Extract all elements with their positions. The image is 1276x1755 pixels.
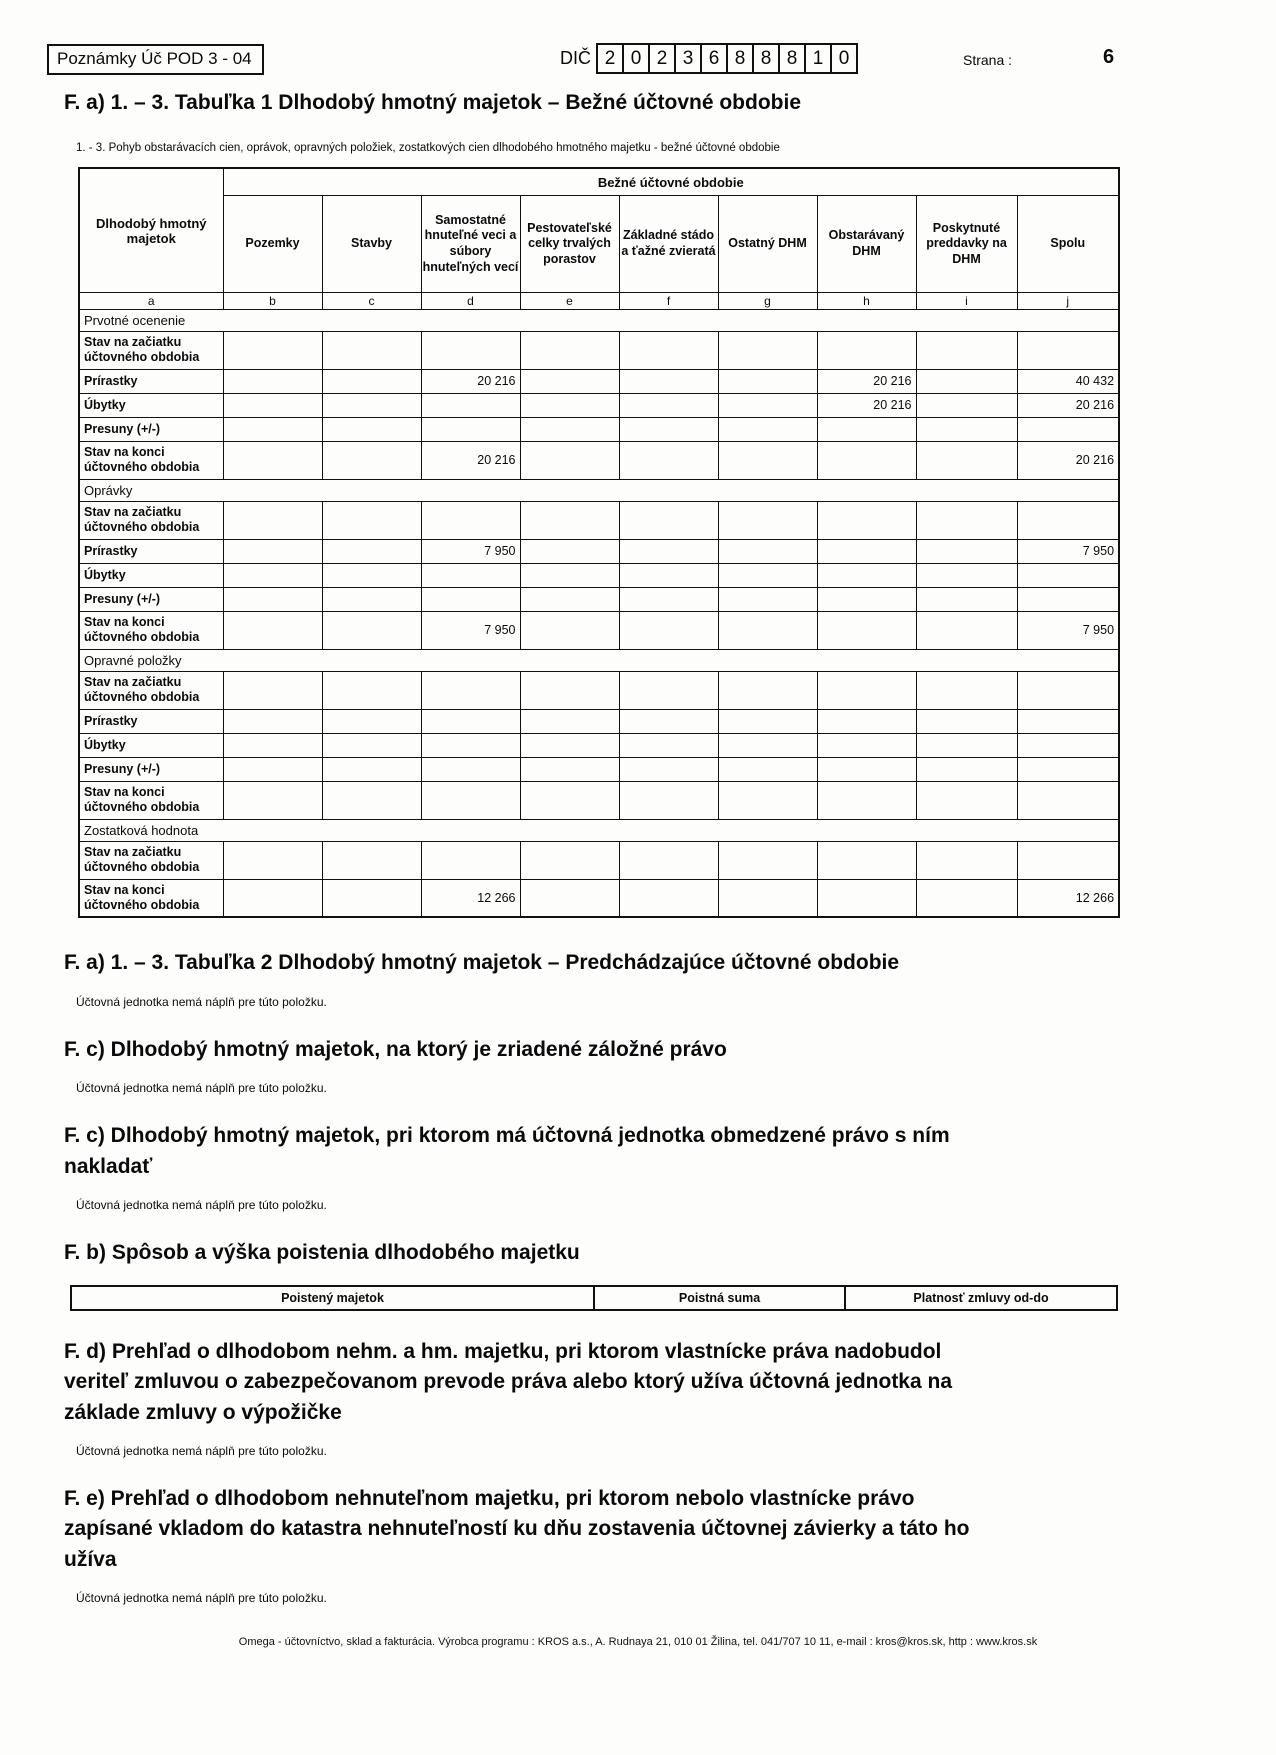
value-cell xyxy=(817,501,916,539)
row-label: Prírastky xyxy=(79,369,223,393)
column-header: Stavby xyxy=(322,195,421,292)
value-cell xyxy=(718,393,817,417)
empty-note: Účtovná jednotka nemá náplň pre túto položku. xyxy=(76,1443,327,1458)
value-cell xyxy=(1017,563,1119,587)
value-cell xyxy=(1017,331,1119,369)
value-cell xyxy=(223,417,322,441)
value-cell xyxy=(421,671,520,709)
section-band-label: Prvotné ocenenie xyxy=(79,309,1119,331)
value-cell xyxy=(520,781,619,819)
table-row xyxy=(79,781,1119,819)
column-letter-row xyxy=(79,292,1119,309)
value-cell xyxy=(223,733,322,757)
value-cell xyxy=(619,733,718,757)
value-cell xyxy=(817,417,916,441)
value-cell xyxy=(520,393,619,417)
value-cell xyxy=(322,393,421,417)
value-cell xyxy=(619,501,718,539)
table-corner-header: Dlhodobý hmotný majetok xyxy=(79,168,223,292)
row-label: Prírastky xyxy=(79,539,223,563)
value-cell xyxy=(322,369,421,393)
column-letter: a xyxy=(79,292,223,309)
value-cell xyxy=(421,393,520,417)
insurance-column-header: Platnosť zmluvy od-do xyxy=(845,1286,1117,1310)
value-cell xyxy=(817,781,916,819)
column-letter: c xyxy=(322,292,421,309)
value-cell xyxy=(817,441,916,479)
table-row xyxy=(79,587,1119,611)
value-cell: 20 216 xyxy=(1017,393,1119,417)
content xyxy=(64,88,1149,1605)
value-cell xyxy=(322,539,421,563)
section-band-label: Oprávky xyxy=(79,479,1119,501)
value-cell xyxy=(223,781,322,819)
value-cell xyxy=(718,441,817,479)
value-cell xyxy=(520,879,619,917)
main-table-head-rows xyxy=(79,168,1119,309)
value-cell xyxy=(520,671,619,709)
value-cell xyxy=(916,441,1017,479)
value-cell: 20 216 xyxy=(1017,441,1119,479)
value-cell xyxy=(223,611,322,649)
value-cell xyxy=(718,611,817,649)
value-cell xyxy=(916,501,1017,539)
value-cell xyxy=(223,757,322,781)
value-cell: 40 432 xyxy=(1017,369,1119,393)
value-cell xyxy=(619,441,718,479)
value-cell xyxy=(619,671,718,709)
asset-movement-table xyxy=(78,167,1120,918)
value-cell xyxy=(619,563,718,587)
value-cell xyxy=(619,709,718,733)
column-header: Obstarávaný DHM xyxy=(817,195,916,292)
value-cell xyxy=(916,331,1017,369)
value-cell xyxy=(619,781,718,819)
form-code: Poznámky Úč POD 3 - 04 xyxy=(57,49,252,68)
value-cell xyxy=(421,587,520,611)
column-letter: f xyxy=(619,292,718,309)
table-row xyxy=(79,441,1119,479)
row-label: Stav na začiatku účtovného obdobia xyxy=(79,501,223,539)
section-title-fd: F. d) Prehľad o dlhodobom nehm. a hm. majetku, pri ktorom vlastnícke práva nadobudol veriteľ zmluvou o zabezpečovanom prevode práva alebo ktorý užíva účtovná jednotka na základe zmluvy o výpožičke xyxy=(64,1339,953,1424)
value-cell xyxy=(223,441,322,479)
value-cell xyxy=(817,671,916,709)
value-cell xyxy=(520,417,619,441)
table-row xyxy=(79,757,1119,781)
value-cell xyxy=(1017,587,1119,611)
page-number: 6 xyxy=(1103,46,1115,68)
value-cell xyxy=(322,781,421,819)
value-cell xyxy=(520,757,619,781)
value-cell xyxy=(718,501,817,539)
value-cell xyxy=(223,563,322,587)
value-cell xyxy=(520,733,619,757)
value-cell xyxy=(223,369,322,393)
section-band-row xyxy=(79,479,1119,501)
row-label: Prírastky xyxy=(79,709,223,733)
section-title-fb: F. b) Spôsob a výška poistenia dlhodobého majetku xyxy=(64,1241,580,1265)
value-cell xyxy=(1017,671,1119,709)
row-label: Úbytky xyxy=(79,733,223,757)
value-cell: 20 216 xyxy=(421,441,520,479)
section-band-row xyxy=(79,309,1119,331)
dic-digit-box: 8 xyxy=(752,43,780,74)
value-cell xyxy=(520,563,619,587)
value-cell: 12 266 xyxy=(421,879,520,917)
value-cell xyxy=(421,757,520,781)
column-header: Pozemky xyxy=(223,195,322,292)
page-number-label: Strana : xyxy=(963,52,1013,68)
value-cell xyxy=(718,563,817,587)
column-letter: b xyxy=(223,292,322,309)
table-row xyxy=(79,539,1119,563)
table-row xyxy=(79,417,1119,441)
column-header: Základné stádo a ťažné zvieratá xyxy=(619,195,718,292)
value-cell xyxy=(916,417,1017,441)
table-row xyxy=(79,331,1119,369)
value-cell xyxy=(322,587,421,611)
dic-digit-boxes xyxy=(598,43,858,74)
main-table-body xyxy=(79,309,1119,917)
value-cell xyxy=(817,587,916,611)
value-cell xyxy=(1017,757,1119,781)
value-cell xyxy=(520,709,619,733)
row-label: Stav na konci účtovného obdobia xyxy=(79,441,223,479)
value-cell xyxy=(421,501,520,539)
row-label: Stav na začiatku účtovného obdobia xyxy=(79,331,223,369)
value-cell xyxy=(520,441,619,479)
value-cell xyxy=(223,331,322,369)
insurance-table xyxy=(70,1285,1118,1311)
value-cell xyxy=(223,879,322,917)
value-cell xyxy=(718,841,817,879)
value-cell xyxy=(322,879,421,917)
dic-group xyxy=(560,43,858,74)
section-title-fa1: F. a) 1. – 3. Tabuľka 1 Dlhodobý hmotný majetok – Bežné účtovné obdobie xyxy=(64,91,801,114)
value-cell xyxy=(817,611,916,649)
row-label: Stav na začiatku účtovného obdobia xyxy=(79,671,223,709)
dic-label: DIČ xyxy=(560,48,591,68)
value-cell xyxy=(817,841,916,879)
column-header: Poskytnuté preddavky na DHM xyxy=(916,195,1017,292)
dic-digit-box: 0 xyxy=(830,43,858,74)
value-cell xyxy=(1017,501,1119,539)
value-cell xyxy=(817,331,916,369)
dic-digit-box: 0 xyxy=(622,43,650,74)
value-cell xyxy=(817,563,916,587)
table-row xyxy=(79,393,1119,417)
value-cell xyxy=(1017,733,1119,757)
value-cell xyxy=(619,393,718,417)
value-cell xyxy=(223,587,322,611)
insurance-header-row xyxy=(71,1286,1117,1310)
value-cell xyxy=(619,539,718,563)
value-cell xyxy=(223,671,322,709)
table-row xyxy=(79,671,1119,709)
value-cell xyxy=(520,369,619,393)
value-cell xyxy=(223,501,322,539)
value-cell xyxy=(718,671,817,709)
empty-note: Účtovná jednotka nemá náplň pre túto položku. xyxy=(76,1591,327,1606)
dic-digit-box: 2 xyxy=(596,43,624,74)
value-cell xyxy=(520,539,619,563)
value-cell xyxy=(520,501,619,539)
value-cell xyxy=(916,757,1017,781)
value-cell xyxy=(619,879,718,917)
value-cell: 7 950 xyxy=(1017,539,1119,563)
empty-note: Účtovná jednotka nemá náplň pre túto položku. xyxy=(76,1081,327,1096)
value-cell xyxy=(619,417,718,441)
value-cell: 20 216 xyxy=(817,393,916,417)
dic-digit-box: 1 xyxy=(804,43,832,74)
value-cell xyxy=(322,733,421,757)
table1-subtitle: 1. - 3. Pohyb obstarávacích cien, oprávok, opravných položiek, zostatkových cien dlhodobého hmotného majetku - bežné účtovné obdobie xyxy=(76,142,780,155)
value-cell xyxy=(916,781,1017,819)
value-cell xyxy=(520,611,619,649)
value-cell xyxy=(322,709,421,733)
value-cell xyxy=(916,709,1017,733)
value-cell xyxy=(421,709,520,733)
table-row xyxy=(79,563,1119,587)
section-title-fc2: F. c) Dlhodobý hmotný majetok, pri ktorom má účtovná jednotka obmedzené právo s ním nakladať xyxy=(64,1124,950,1178)
value-cell: 20 216 xyxy=(421,369,520,393)
value-cell xyxy=(817,709,916,733)
value-cell xyxy=(1017,781,1119,819)
value-cell xyxy=(718,587,817,611)
value-cell xyxy=(718,757,817,781)
value-cell xyxy=(223,709,322,733)
value-cell xyxy=(322,501,421,539)
value-cell xyxy=(718,733,817,757)
value-cell xyxy=(619,611,718,649)
empty-note: Účtovná jednotka nemá náplň pre túto položku. xyxy=(76,994,327,1009)
value-cell xyxy=(1017,709,1119,733)
row-label: Stav na konci účtovného obdobia xyxy=(79,781,223,819)
section-title-fc1: F. c) Dlhodobý hmotný majetok, na ktorý je zriadené záložné právo xyxy=(64,1037,727,1061)
insurance-column-header: Poistná suma xyxy=(594,1286,845,1310)
section-band-label: Opravné položky xyxy=(79,649,1119,671)
value-cell xyxy=(916,539,1017,563)
column-header-row xyxy=(79,195,1119,292)
value-cell xyxy=(520,841,619,879)
value-cell xyxy=(520,331,619,369)
row-label: Presuny (+/-) xyxy=(79,417,223,441)
column-header: Samostatné hnuteľné veci a súbory hnuteľných vecí xyxy=(421,195,520,292)
section-band-row xyxy=(79,649,1119,671)
value-cell xyxy=(520,587,619,611)
value-cell xyxy=(322,671,421,709)
dic-digit-box: 8 xyxy=(778,43,806,74)
table-row xyxy=(79,879,1119,917)
value-cell: 20 216 xyxy=(817,369,916,393)
value-cell xyxy=(718,417,817,441)
value-cell xyxy=(916,733,1017,757)
value-cell: 7 950 xyxy=(1017,611,1119,649)
value-cell xyxy=(322,563,421,587)
row-label: Stav na konci účtovného obdobia xyxy=(79,879,223,917)
value-cell xyxy=(916,563,1017,587)
section-title-fa2: F. a) 1. – 3. Tabuľka 2 Dlhodobý hmotný majetok – Predchádzajúce účtovné obdobie xyxy=(64,951,900,975)
value-cell: 7 950 xyxy=(421,611,520,649)
row-label: Presuny (+/-) xyxy=(79,587,223,611)
value-cell xyxy=(223,393,322,417)
table-row xyxy=(79,841,1119,879)
row-label: Stav na začiatku účtovného obdobia xyxy=(79,841,223,879)
value-cell xyxy=(421,841,520,879)
value-cell xyxy=(421,331,520,369)
form-code-box xyxy=(47,44,264,75)
value-cell xyxy=(421,563,520,587)
value-cell: 12 266 xyxy=(1017,879,1119,917)
row-label: Stav na konci účtovného obdobia xyxy=(79,611,223,649)
value-cell xyxy=(916,879,1017,917)
table-row xyxy=(79,611,1119,649)
value-cell xyxy=(817,733,916,757)
value-cell xyxy=(322,331,421,369)
footer-text: Omega - účtovníctvo, sklad a fakturácia. Výrobca programu : KROS a.s., A. Rudnaya 21, 010 01 Žilina, tel. 041/707 10 11, e-mail : kros@kros.sk, http : www.kros.sk xyxy=(238,1636,1038,1648)
dic-digit-box: 2 xyxy=(648,43,676,74)
column-letter: d xyxy=(421,292,520,309)
value-cell xyxy=(718,879,817,917)
column-letter: h xyxy=(817,292,916,309)
dic-digit-box: 8 xyxy=(726,43,754,74)
value-cell xyxy=(817,757,916,781)
value-cell xyxy=(916,671,1017,709)
section-title-fe: F. e) Prehľad o dlhodobom nehnuteľnom majetku, pri ktorom nebolo vlastnícke právo zapísané vkladom do katastra nehnuteľností ku dňu zostavenia účtovnej závierky a táto ho užíva xyxy=(64,1486,970,1571)
column-letter: e xyxy=(520,292,619,309)
value-cell xyxy=(817,539,916,563)
row-label: Presuny (+/-) xyxy=(79,757,223,781)
value-cell xyxy=(322,417,421,441)
table-row xyxy=(79,733,1119,757)
value-cell xyxy=(916,369,1017,393)
value-cell xyxy=(916,587,1017,611)
value-cell xyxy=(322,441,421,479)
table-row xyxy=(79,501,1119,539)
value-cell xyxy=(619,841,718,879)
value-cell xyxy=(421,733,520,757)
empty-note: Účtovná jednotka nemá náplň pre túto položku. xyxy=(76,1198,327,1213)
value-cell xyxy=(1017,841,1119,879)
value-cell xyxy=(619,369,718,393)
column-letter: i xyxy=(916,292,1017,309)
value-cell xyxy=(916,841,1017,879)
value-cell xyxy=(322,611,421,649)
column-letter: j xyxy=(1017,292,1119,309)
value-cell xyxy=(619,331,718,369)
period-header: Bežné účtovné obdobie xyxy=(223,168,1119,195)
value-cell xyxy=(421,781,520,819)
value-cell xyxy=(718,781,817,819)
dic-digit-box: 6 xyxy=(700,43,728,74)
value-cell xyxy=(421,417,520,441)
table-row xyxy=(79,369,1119,393)
value-cell xyxy=(223,841,322,879)
section-band-row xyxy=(79,819,1119,841)
value-cell xyxy=(718,369,817,393)
column-letter: g xyxy=(718,292,817,309)
row-label: Úbytky xyxy=(79,563,223,587)
value-cell xyxy=(322,841,421,879)
value-cell xyxy=(619,757,718,781)
value-cell xyxy=(718,709,817,733)
row-label: Úbytky xyxy=(79,393,223,417)
value-cell xyxy=(322,757,421,781)
value-cell xyxy=(916,393,1017,417)
insurance-column-header: Poistený majetok xyxy=(71,1286,594,1310)
value-cell xyxy=(1017,417,1119,441)
column-header: Pestovateľské celky trvalých porastov xyxy=(520,195,619,292)
section-band-label: Zostatková hodnota xyxy=(79,819,1119,841)
column-header: Ostatný DHM xyxy=(718,195,817,292)
value-cell xyxy=(718,539,817,563)
value-cell xyxy=(619,587,718,611)
value-cell xyxy=(223,539,322,563)
value-cell xyxy=(718,331,817,369)
table-row xyxy=(79,709,1119,733)
value-cell xyxy=(916,611,1017,649)
column-header: Spolu xyxy=(1017,195,1119,292)
value-cell: 7 950 xyxy=(421,539,520,563)
value-cell xyxy=(817,879,916,917)
dic-digit-box: 3 xyxy=(674,43,702,74)
